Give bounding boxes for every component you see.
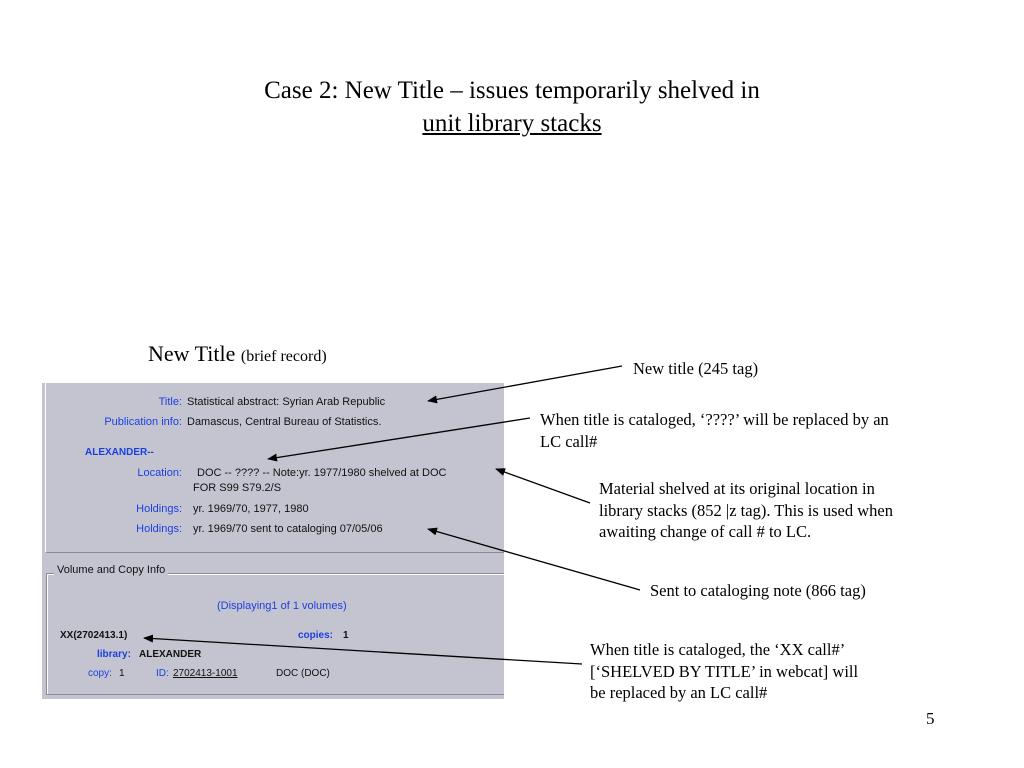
copy-value: 1 [119, 668, 125, 679]
library-heading: ALEXANDER-- [85, 447, 154, 458]
pubinfo-value: Damascus, Central Bureau of Statistics. [187, 416, 382, 428]
annotation-new-title: New title (245 tag) [633, 359, 759, 378]
title-value: Statistical abstract: Syrian Arab Republic [187, 396, 386, 408]
annotation-cataloged-line-1: When title is cataloged, ‘????’ will be replaced by an [540, 410, 889, 429]
copies-value: 1 [343, 630, 349, 641]
location-value-2: FOR S99 S79.2/S [193, 482, 282, 494]
volume-id[interactable]: XX(2702413.1) [60, 630, 128, 641]
annotation-material-line-2: library stacks (852 |z tag). This is used when [599, 500, 893, 520]
annotation-xx-line-2: [‘SHELVED BY TITLE’ in webcat] will [590, 661, 859, 681]
holdings-value-1: yr. 1969/70, 1977, 1980 [193, 503, 309, 515]
library-value: ALEXANDER [139, 649, 202, 660]
library-label: library: [97, 649, 131, 660]
annotation-cataloged-line-2: LC call# [540, 431, 598, 451]
holdings-label-1: Holdings: [136, 503, 182, 515]
volume-legend: Volume and Copy Info [54, 564, 168, 576]
annotation-material-line-3: awaiting change of call # to LC. [599, 522, 812, 541]
annotation-sent-note: Sent to cataloging note (866 tag) [650, 581, 866, 600]
arrow-material [496, 469, 590, 503]
arrow-sent-note [428, 529, 640, 590]
arrow-new-title [428, 366, 622, 401]
annotation-material-line-1: Material shelved at its original location in [599, 479, 875, 498]
pubinfo-label: Publication info: [104, 416, 182, 428]
holdings-label-2: Holdings: [136, 523, 182, 535]
arrow-cataloged [268, 418, 530, 459]
page-number: 5 [926, 709, 935, 728]
location-label: Location: [137, 467, 182, 479]
item-id-link[interactable]: 2702413-1001 [173, 668, 238, 679]
item-location: DOC (DOC) [276, 668, 330, 679]
subtitle-main: New Title [148, 341, 236, 366]
copies-label: copies: [298, 630, 334, 641]
subtitle-note: (brief record) [240, 348, 327, 365]
copy-label: copy: [88, 668, 112, 679]
id-label: ID: [156, 668, 169, 679]
arrow-xx-call [144, 638, 582, 664]
displaying-count: (Displaying1 of 1 volumes) [217, 600, 347, 612]
location-value-1: DOC -- ???? -- Note:yr. 1977/1980 shelved at DOC [197, 467, 447, 479]
title-line-2: unit library stacks [422, 110, 602, 137]
annotation-xx-line-1: When title is cataloged, the ‘XX call#’ [590, 640, 846, 659]
holdings-value-2: yr. 1969/70 sent to cataloging 07/05/06 [193, 523, 383, 535]
title-label: Title: [158, 396, 182, 408]
title-line-1: Case 2: New Title – issues temporarily shelved in [264, 77, 760, 104]
annotation-xx-line-3: be replaced by an LC call# [590, 683, 768, 702]
